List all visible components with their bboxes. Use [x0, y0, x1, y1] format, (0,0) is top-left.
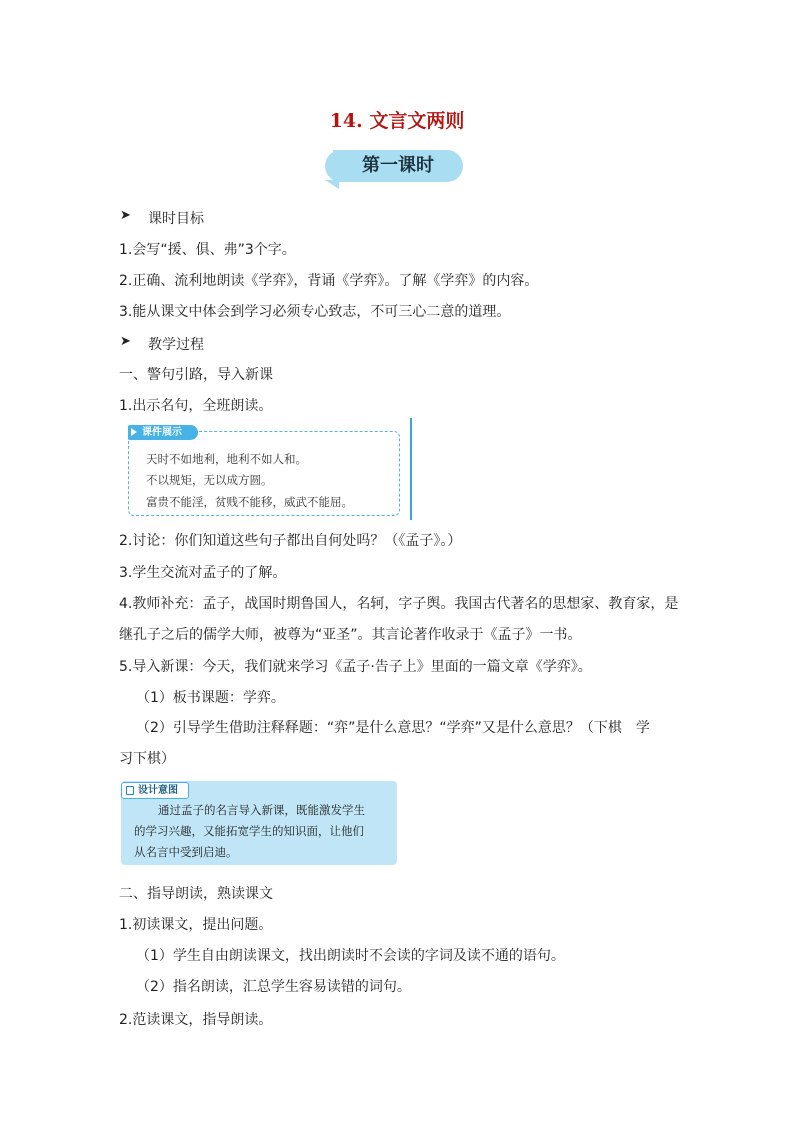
document-title: 14. 文言文两则 — [329, 110, 465, 132]
design-intent-line: 通过孟子的名言导入新课，既能激发学生 — [158, 803, 365, 817]
step-text: 3.学生交流对孟子的了解。 — [119, 565, 287, 581]
step-text: 1.初读课文，提出问题。 — [119, 917, 273, 933]
clipboard-icon — [126, 786, 134, 795]
sub-step-text: （2）指名朗读，汇总学生容易读错的词句。 — [136, 979, 411, 995]
lesson-badge-label: 第一课时 — [362, 155, 434, 176]
step-text: 1.出示名句，全班朗读。 — [119, 398, 273, 414]
design-intent-tag-label: 设计意图 — [138, 785, 178, 796]
sub-step-text: （1）板书课题：学弈。 — [136, 690, 285, 706]
lesson-badge — [333, 150, 463, 182]
goal-item: 1.会写“援、俱、弗”3个字。 — [119, 242, 296, 258]
design-intent-line: 的学习兴趣，又能拓宽学生的知识面，让他们 — [134, 824, 364, 838]
section-heading-process: 教学过程 — [148, 337, 204, 353]
step-text: 4.教师补充：孟子，战国时期鲁国人，名轲，字子舆。我国古代著名的思想家、教育家，是 — [119, 596, 679, 612]
design-intent-line: 从名言中受到启迪。 — [134, 845, 238, 859]
part-heading: 一、警句引路，导入新课 — [119, 367, 273, 383]
quote-line: 不以规矩，无以成方圆。 — [146, 473, 273, 487]
display-box-tag — [128, 425, 198, 440]
quote-line: 富贵不能淫，贫贱不能移，威武不能屈。 — [146, 495, 353, 509]
sub-step-text: （1）学生自由朗读课文，找出朗读时不会读的字词及读不通的语句。 — [136, 948, 565, 964]
chevron-right-icon: ➤ — [120, 334, 131, 349]
goal-item: 3.能从课文中体会到学习必须专心致志，不可三心二意的道理。 — [119, 304, 511, 320]
chevron-right-icon: ➤ — [120, 208, 131, 223]
part-heading: 二、指导朗读，熟读课文 — [119, 886, 273, 902]
section-heading-goals: 课时目标 — [148, 211, 204, 227]
step-text: 5.导入新课：今天，我们就来学习《孟子·告子上》里面的一篇文章《学弈》。 — [119, 659, 592, 675]
sub-step-text-continued: 习下棋） — [119, 751, 175, 767]
play-icon — [131, 428, 137, 436]
sub-step-text: （2）引导学生借助注释释题：“弈”是什么意思？“学弈”又是什么意思？（下棋 学 — [136, 720, 650, 736]
quote-line: 天时不如地利，地利不如人和。 — [146, 452, 307, 466]
display-box-divider — [410, 418, 412, 520]
step-text-continued: 继孔子之后的儒学大师，被尊为“亚圣”。其言论著作收录于《孟子》一书。 — [119, 627, 582, 643]
design-intent-tag — [121, 782, 189, 799]
step-text: 2.范读课文，指导朗读。 — [119, 1012, 273, 1028]
display-box-tag-label: 课件展示 — [142, 427, 182, 438]
goal-item: 2.正确、流利地朗读《学弈》，背诵《学弈》。了解《学弈》的内容。 — [119, 273, 539, 289]
step-text: 2.讨论：你们知道这些句子都出自何处吗？（《孟子》。） — [119, 533, 462, 549]
